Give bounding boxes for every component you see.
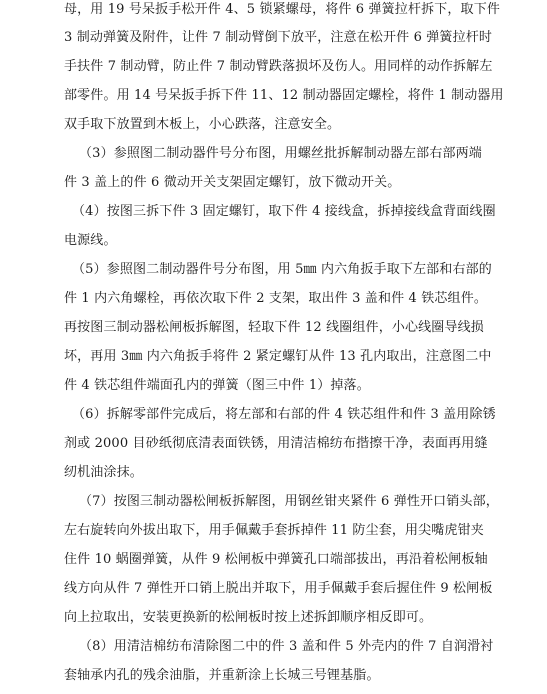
- text-line: 纫机油涂抹。: [64, 465, 143, 480]
- text-line: 手扶件 7 制动臂，防止件 7 制动臂跌落损坏及伤人。用同样的动作拆解左: [64, 59, 493, 74]
- text-line: 3 制动弹簧及附件，让件 7 制动臂倒下放平，注意在松开件 6 弹簧拉杆时: [64, 30, 493, 45]
- text-line: 向上拉取出，安装更换新的松闸板时按上述拆卸顺序相反即可。: [64, 610, 433, 625]
- text-line: 母，用 19 号呆扳手松开件 4、5 锁紧螺母，将件 6 弹簧拉杆拆下，取下件: [64, 2, 500, 17]
- text-line: （4）按图三拆下件 3 固定螺钉，取下件 4 接线盒，拆掉接线盒背面线圈: [72, 204, 496, 219]
- text-line: （8）用清洁棉纺布清除图二中的件 3 盖和件 5 外壳内的件 7 自润滑衬: [79, 639, 494, 654]
- text-line: 部零件。用 14 号呆扳手拆下件 11、12 制动器固定螺栓，将件 1 制动器用: [64, 88, 504, 103]
- text-line: 件 4 铁芯组件端面孔内的弹簧（图三中件 1）掉落。: [64, 378, 370, 393]
- text-line: 住件 10 蜗圈弹簧，从件 9 松闸板中弹簧孔口端部拔出，再沿着松闸板轴: [64, 552, 488, 567]
- text-line: 电源线。: [64, 233, 117, 248]
- text-line: 剂或 2000 目砂纸彻底清表面铁锈，用清洁棉纺布揩擦干净，表面再用缝: [64, 436, 488, 451]
- text-line: （5）参照图二制动器件号分布图，用 5㎜ 内六角扳手取下左部和右部的: [72, 262, 492, 277]
- text-line: 左右旋转向外拔出取下，用手佩戴手套拆掉件 11 防尘套，用尖嘴虎钳夹: [64, 523, 484, 538]
- text-line: 双手取下放置到木板上，小心跌落，注意安全。: [64, 117, 341, 132]
- text-line: 线方向从件 7 弹性开口销上脱出并取下，用手佩戴手套后握住件 9 松闸板: [64, 581, 493, 596]
- text-line: 套轴承内孔的残余油脂，并重新涂上长城三号锂基脂。: [64, 668, 380, 683]
- text-line: （6）拆解零部件完成后，将左部和右部的件 4 铁芯组件和件 3 盖用除锈: [72, 407, 496, 422]
- text-line: 坏，再用 3㎜ 内六角扳手将件 2 紧定螺钉从件 13 孔内取出，注意图二中: [64, 349, 492, 364]
- text-line: （3）参照图二制动器件号分布图，用螺丝批拆解制动器左部右部两端: [79, 146, 482, 161]
- text-line: 再按图三制动器松闸板拆解图，轻取下件 12 线圈组件，小心线圈导线损: [64, 320, 484, 335]
- text-line: （7）按图三制动器松闸板拆解图，用钢丝钳夹紧件 6 弹性开口销头部，: [79, 494, 499, 509]
- text-line: 件 3 盖上的件 6 微动开关支架固定螺钉，放下微动开关。: [64, 175, 401, 190]
- text-line: 件 1 内六角螺栓，再依次取下件 2 支架，取出件 3 盖和件 4 铁芯组件。: [64, 291, 487, 306]
